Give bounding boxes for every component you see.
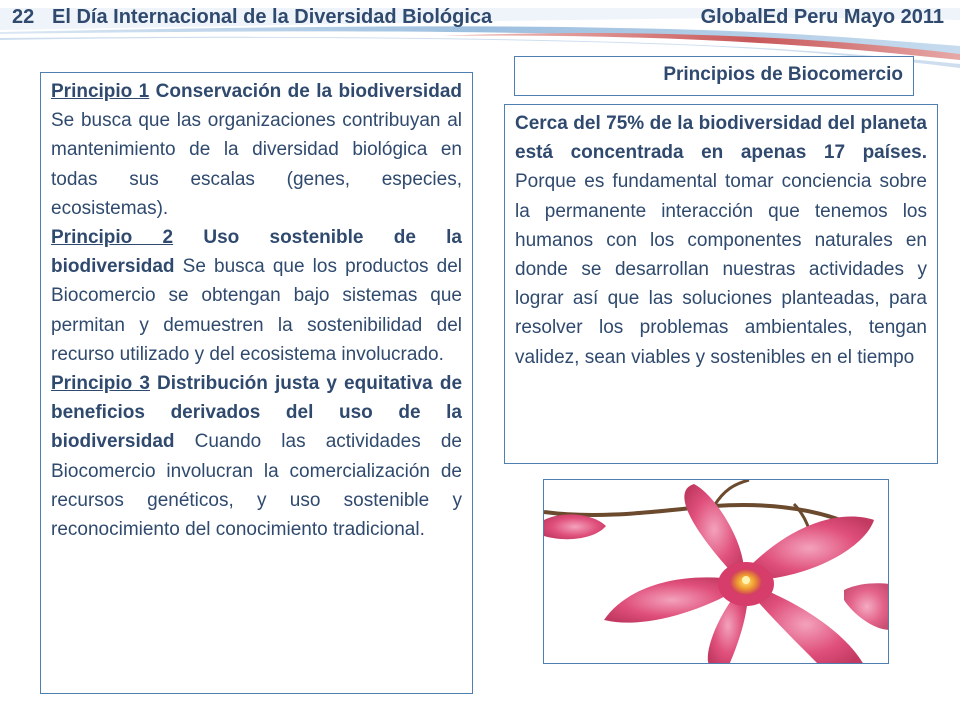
principle-label: Principio 3	[51, 373, 150, 395]
principle-heading: Conservación de la biodiversidad	[155, 81, 462, 102]
principle-heading: Uso sostenible de la biodiversidad	[51, 227, 462, 278]
info-paragraph	[515, 109, 927, 372]
section-title	[514, 56, 914, 96]
principle-item	[51, 77, 462, 223]
page-number: 22	[12, 6, 35, 28]
principle-text: Se busca que las organizaciones contribuyan al mantenimiento de la diversidad biológica en todas sus escalas (genes, especies, ecosistemas).	[51, 110, 462, 219]
info-highlight: Cerca del 75% de la biodiversidad del planeta está concentrada en apenas 17 países.	[515, 113, 927, 164]
orchid-photo	[543, 479, 889, 664]
principle-item	[51, 223, 462, 369]
principle-text: Se busca que los productos del Biocomercio se obtengan bajo sistemas que permitan y demuestren la sostenibilidad del recurso utilizado y del ecosistema involucrado.	[51, 256, 462, 365]
principle-text: Cuando las actividades de Biocomercio involucran la comercialización de recursos genéticos, y uso sostenible y reconocimiento del conocimiento tradicional.	[51, 431, 462, 541]
principle-label: Principio 2	[51, 227, 174, 249]
principle-label: Principio 1	[51, 81, 150, 102]
page-header	[0, 6, 960, 36]
orchid-illustration	[544, 480, 889, 664]
publisher-label: GlobalEd Peru Mayo 2011	[700, 6, 944, 28]
section-title-text: Principios de Biocomercio	[663, 64, 903, 85]
info-text: Porque es fundamental tomar conciencia sobre la permanente interacción que tenemos los humanos con los componentes naturales en donde se desarrollan nuestras actividades y lograr así que las soluciones planteadas, para resolver los problemas ambientales, tengan validez, sean viables y sostenibles en el tiempo	[515, 171, 927, 368]
principles-panel	[40, 72, 473, 694]
principle-item	[51, 369, 462, 544]
page-title: El Día Internacional de la Diversidad Biológica	[52, 6, 493, 28]
principle-heading: Distribución justa y equitativa de beneficios derivados del uso de la biodiversidad	[51, 373, 463, 453]
biodiversity-info-panel	[504, 104, 938, 464]
